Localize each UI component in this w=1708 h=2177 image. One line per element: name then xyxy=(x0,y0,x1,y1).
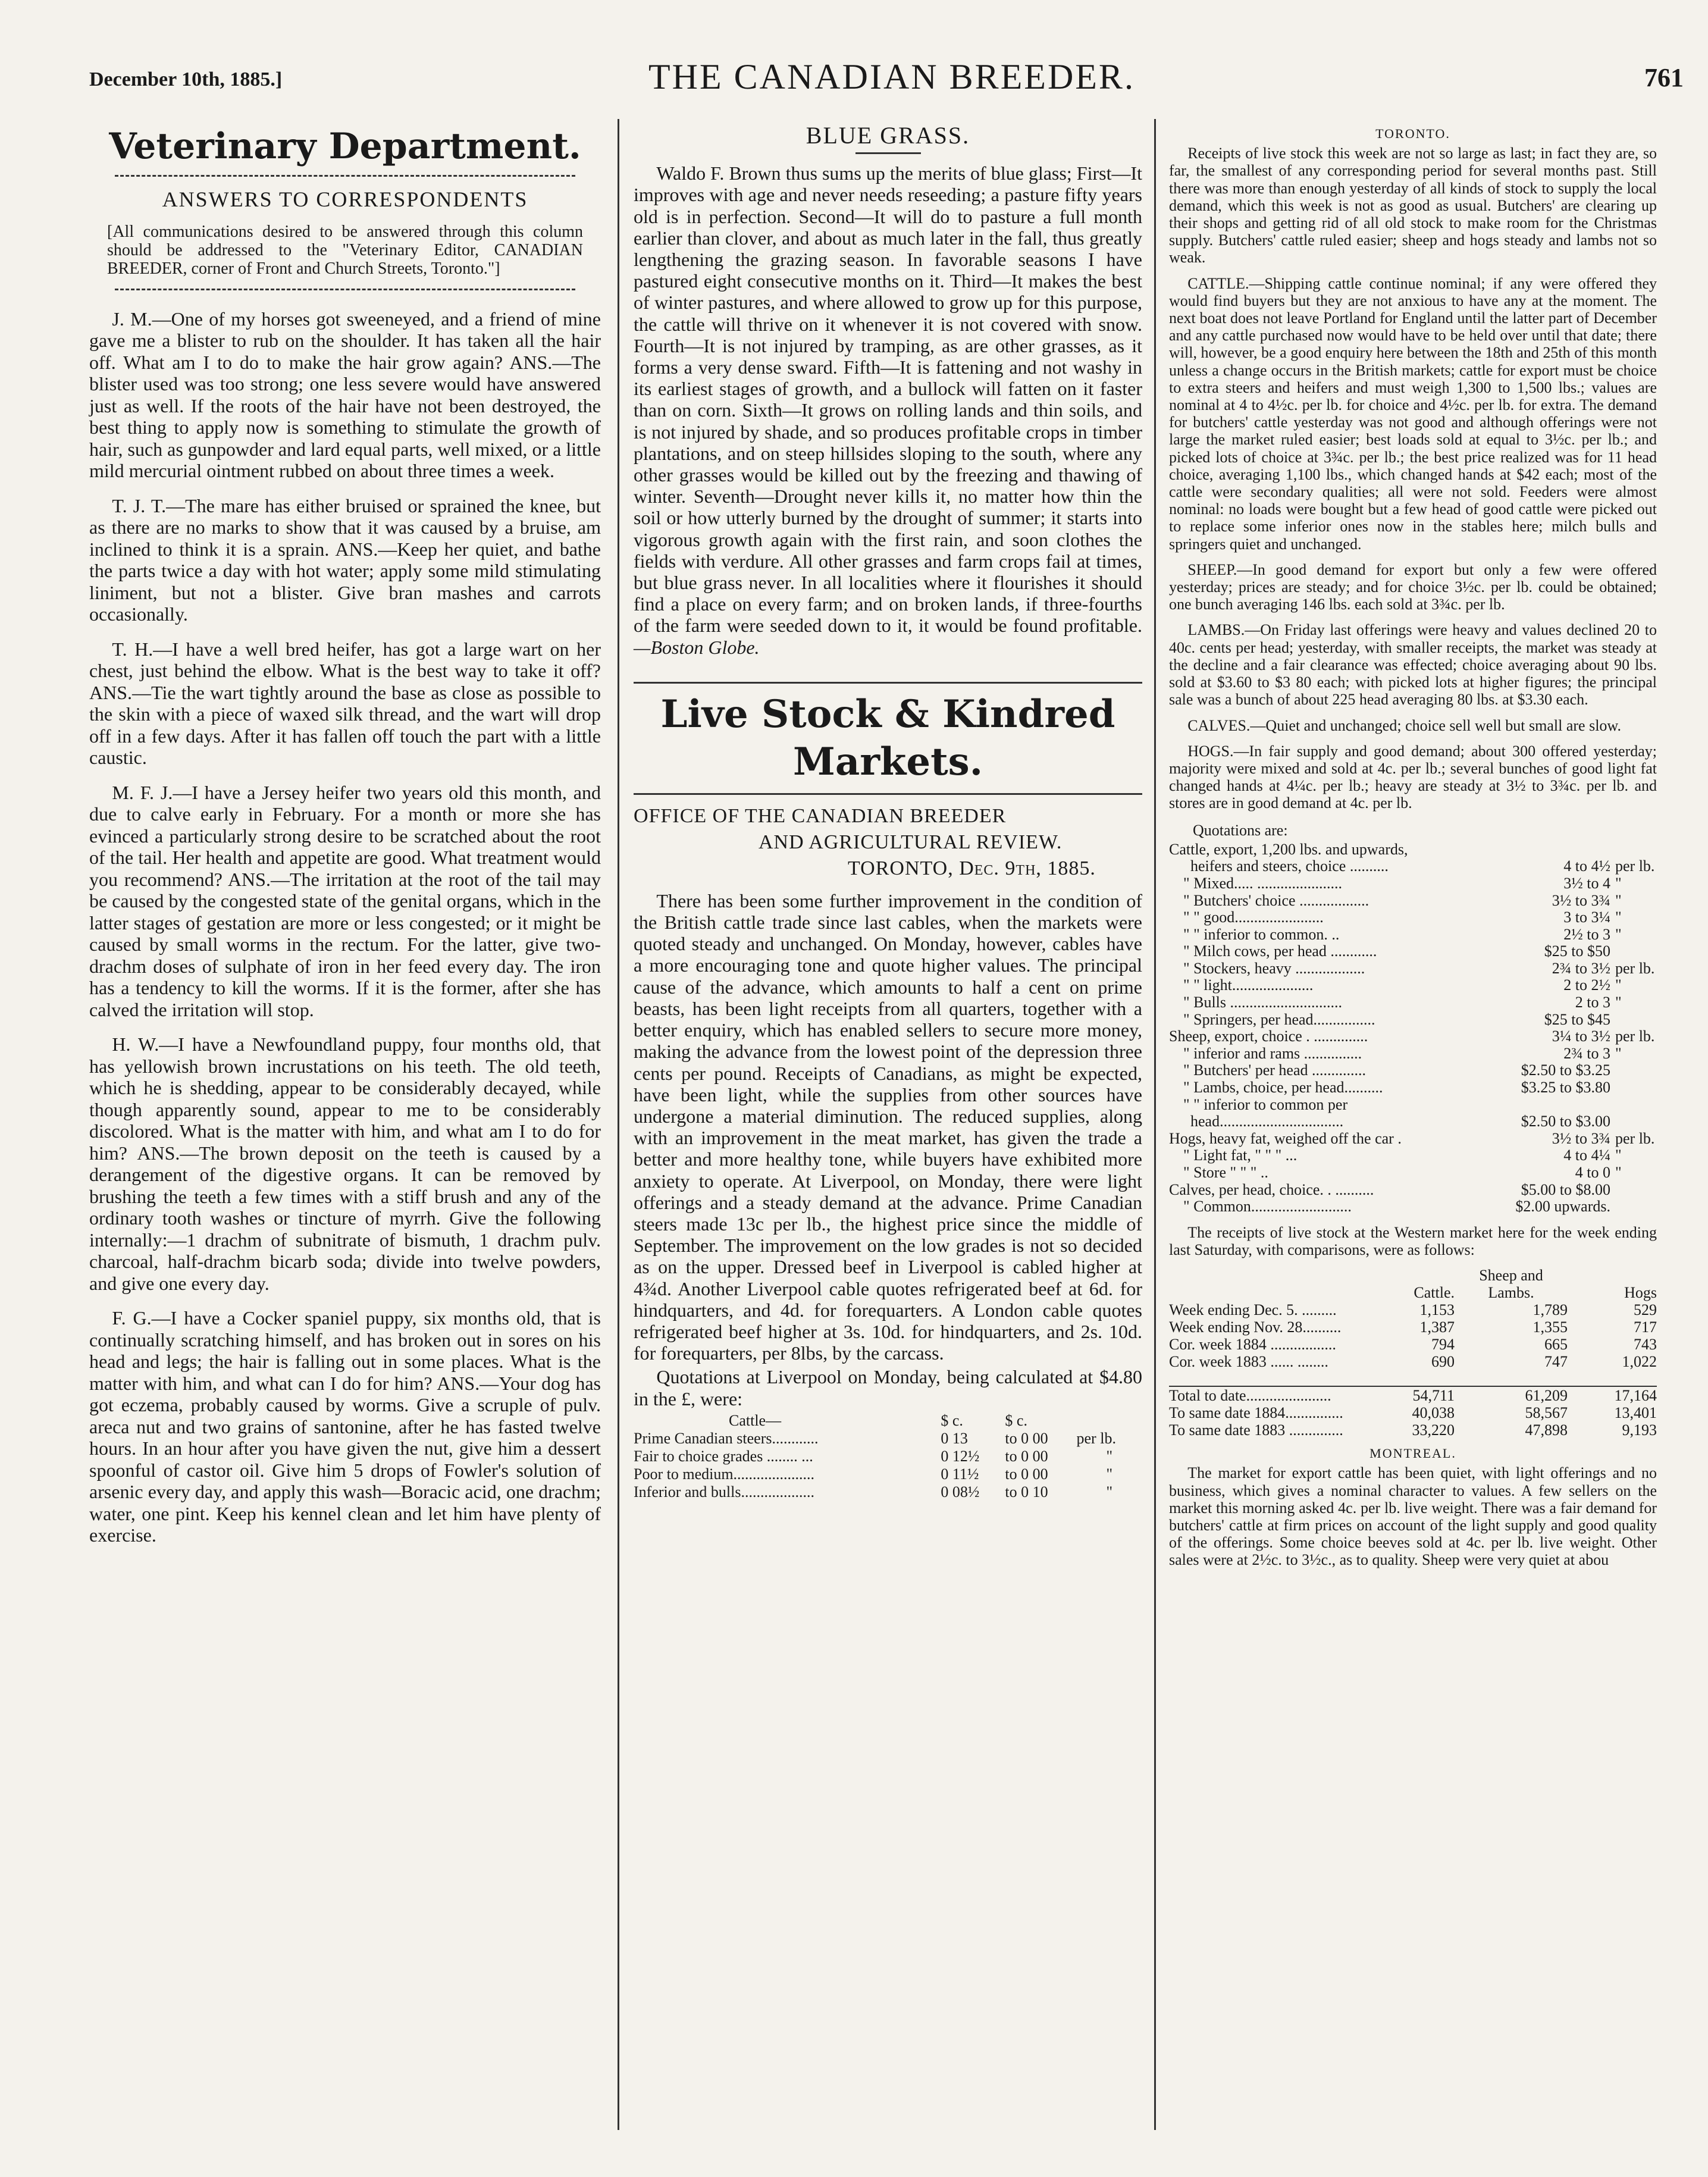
divider xyxy=(115,175,575,177)
table-row: Poor to medium..................... 0 11½ to 0 00 " xyxy=(634,1465,1113,1483)
answers-heading: ANSWERS TO CORRESPONDENTS xyxy=(162,187,528,211)
montreal-report: The market for export cattle has been quiet, with light offerings and no business, which gives a nominal character to values. A few sellers on the market this morning asked 4c. per lb. live weight. There was a fair demand for butchers' cattle at firm prices on account of the light supply and good quality of the offerings. Some choice beeves sold at 4c. per lb. live weight. Other sales were at 2½c. to 3½c., as to quality. Sheep were very quiet at abou xyxy=(1169,1464,1657,1569)
table-row: " Store " " " .. 4 to 0 " xyxy=(1183,1164,1622,1181)
table-header-row: Cattle. Sheep and Lambs. Hogs xyxy=(1414,1267,1657,1302)
table-row: Week ending Nov. 28.......... 1,387 1,355 717 xyxy=(1169,1318,1657,1336)
table-row: Cor. week 1884 ................. 794 665 743 xyxy=(1169,1336,1657,1354)
table-row: " Bulls ............................. 2 to 3 " xyxy=(1183,994,1622,1011)
table-row: Sheep, export, choice . .............. 3¼ to 3½ per lb. xyxy=(1169,1028,1655,1045)
table-row: " " inferior to common. .. 2½ to 3 " xyxy=(1183,925,1622,943)
newspaper-title: THE CANADIAN BREEDER. xyxy=(648,57,1135,96)
toronto-quotations-table xyxy=(1169,841,1657,1216)
divider xyxy=(115,289,575,290)
table-row: Hogs, heavy fat, weighed off the car . 3½ to 3¾ per lb. xyxy=(1169,1129,1655,1147)
table-row: Inferior and bulls................... 0 08½ to 0 10 " xyxy=(634,1483,1113,1501)
middle-column xyxy=(634,122,1142,1501)
issue-date: December 10th, 1885.] xyxy=(89,68,283,90)
sheep-report: SHEEP.—In good demand for export but only a few were offered yesterday; prices are steady; and for choice 3½c. per lb. could be obtained; one bunch averaging 146 lbs. each sold at 3¾c. per lb. xyxy=(1169,560,1657,613)
cattle-report: CATTLE.—Shipping cattle continue nominal; if any were offered they would find buyers but they are not anxious to have any at the moment. The next boat does not leave Portland for England until the latter part of December and any cattle purchased now would have to be held over until that date; there will, however, be a good enquiry here between the 18th and 25th of this month unless a change occurs in the British markets; cattle for export must be choice to extra steers and heifers and must weigh 1,300 to 1,500 lbs.; values are nominal at 4 to 4½c. per lb. for choice and 4½c. per lb. for extra. The demand for butchers' cattle yesterday was not good and although offerings were not large the market ruled easier; best loads sold at equal to 3½c. per lb.; and picked lots of choice at 3¾c. per lb.; the best price realized was for 11 head choice, averaging 1,100 lbs., which changed hands at $42 each; most of the cattle were secondary qualities; all were not sold. Feeders were almost nominal: no loads were bought but a few head of good cattle were picked out to replace some inferior ones now in the stables here; milch bulls and springers quiet and unchanged. xyxy=(1169,274,1657,553)
column-divider-right xyxy=(1154,119,1156,2130)
page-number: 761 xyxy=(1644,63,1684,92)
table-row: Prime Canadian steers............ 0 13 to 0 00 per lb. xyxy=(634,1429,1116,1447)
veterinary-column xyxy=(89,125,601,1559)
table-row: " " good....................... 3 to 3¼ " xyxy=(1183,909,1622,926)
masthead xyxy=(89,57,1684,104)
answer-item: H. W.—I have a Newfoundland puppy, four months old, that has yellowish brown incrustations on his teeth. The old teeth, which he is shedding, appear to be considerably decayed, while though apparently sound, appear to me to be considerably discolored. What is the matter with him, and what am I to do for him? ANS.—The brown deposit on the teeth is caused by a derangement of the digestive organs. It can be removed by brushing the teeth a few times with a stiff brush and any of the ordinary tooth washes or tincture of myrrh. Give the following internally:—1 drachm of subnitrate of bismuth, 1 drachm pulv. charcoal, half-drachm bicarb soda; divide into twelve powders, and give one every day. xyxy=(89,1033,601,1294)
table-row: " " light..................... 2 to 2½ " xyxy=(1183,976,1622,994)
office-line-2: AND AGRICULTURAL REVIEW. xyxy=(759,831,1063,853)
table-row: Week ending Dec. 5. ......... 1,153 1,789 529 xyxy=(1169,1301,1657,1319)
table-row: " Stockers, heavy .................. 2¾ to 3½ per lb. xyxy=(1183,959,1655,977)
table-row: " " inferior to common per xyxy=(1183,1096,1348,1113)
answer-item: T. J. T.—The mare has either bruised or sprained the knee, but as there are no marks to show that it was caused by a bruise, am inclined to think it is a sprain. ANS.—Keep her quiet, and bathe the parts twice a day with hot water; apply some mild stimulating liniment, but not a blister. Give bran mashes and carrots occasionally. xyxy=(89,494,601,625)
table-row: Cattle, export, 1,200 lbs. and upwards, xyxy=(1169,841,1408,858)
office-line-1: OFFICE OF THE CANADIAN BREEDER xyxy=(634,804,1007,827)
answer-item: M. F. J.—I have a Jersey heifer two years old this month, and due to calve early in February. For a month or more she has evinced a particularly strong desire to be scratched about the root of the tail. Her health and appetite are good. What treatment would you recommend? ANS.—The irritation at the root of the tail may be caused by the congested state of the genital organs, which in the latter stages of gestation are more or less congested; or it might be caused by small worms in the rectum. For the latter, give two-drachm doses of sulphate of iron in her feed every day. The iron has a tendency to kill the worms. If it is the former, after she has calved the irritation will stop. xyxy=(89,781,601,1020)
table-row: " Common.......................... $2.00 upwards. xyxy=(1183,1198,1610,1216)
section-heading-markets: Live Stock & Kindred Markets. xyxy=(660,691,1115,784)
office-dateline xyxy=(634,803,1142,882)
section-heading-veterinary: Veterinary Department. xyxy=(109,126,581,167)
blue-grass-article: Waldo F. Brown thus sums up the merits of blue glass; First—It improves with age and never needs reseeding; a pasture fifty years old is in perfection. Second—It will do to pasture a full month earlier than clover, and about as much later in the fall, thus greatly lengthening the grazing season. In favorable seasons I have pastured eight consecutive months on it. Third—It makes the best of winter pastures, and where allowed to grow up for this purpose, the cattle will thrive on it whenever it is not covered with snow. Fourth—It is not injured by tramping, as are other grasses, as it forms a very dense sward. Fifth—It is fattening and not washy in its earliest stages of growth, and a bullock will fatten on it faster than on corn. Sixth—It grows on rolling lands and thin soils, and is not injured by shade, and so produces profitable crops in timber plantations, and on steep hillsides sloping to the south, where any other grasses would be killed out by the freezing and thawing of winter. Seventh—Drought never kills it, no matter how thin the soil or how utterly burned by the drought of summer; it starts into vigorous growth again with the first rain, and soon clothes the fields with verdure. All other grasses and farm crops fail at times, but blue grass never. In all localities where it flourishes it should find a place on every farm; and on broken lands, if three-fourths of the farm were seeded down to it, it would be found profitable. xyxy=(634,162,1142,637)
toronto-heading: TORONTO. xyxy=(1375,126,1450,141)
dateline: TORONTO, Dec. 9th, 1885. xyxy=(848,857,1096,879)
blue-grass-heading: BLUE GRASS. xyxy=(806,122,970,149)
editor-note: [All communications desired to be answered through this column should be addressed to the "Veterinary Editor, CANADIAN BREEDER, corner of Front and Church Streets, Toronto."] xyxy=(107,222,583,278)
table-header-row: Cattle— $ c. $ c. xyxy=(729,1411,1027,1429)
answer-item: T. H.—I have a well bred heifer, has got a large wart on her chest, just behind the elbow. What is the best way to take it off? ANS.—Tie the wart tightly around the base as close as possible to the skin with a piece of waxed silk thread, and the wart will drop off in a few days. After it has fallen off touch the part with a little caustic. xyxy=(89,638,601,768)
table-row: head................................ $2.50 to $3.00 xyxy=(1190,1113,1610,1130)
markets-column xyxy=(1169,125,1657,1577)
answer-item: F. G.—I have a Cocker spaniel puppy, six months old, that is continually scratching himself, and has broken out in sores on his head and legs; the hair is falling out in some places. What is the matter with him, and what can I do for him? ANS.—Your dog has got eczema, probably caused by worms. Give a scruple of pulv. areca nut and two grains of santonine, after he has fasted twelve hours. In an hour after you have given the nut, give him a dessert spoonful of castor oil. Give him 5 drops of Fowler's solution of arsenic every day, and apply this wash—Boracic acid, one drachm; water, one pint. Keep his kennel clean and let him have plenty of exercise. xyxy=(89,1307,601,1546)
table-row: Fair to choice grades ........ ... 0 12½ to 0 00 " xyxy=(634,1447,1113,1465)
receipts-intro: The receipts of live stock at the Western market here for the week ending last Saturday, with comparisons, were as follows: xyxy=(1169,1223,1657,1258)
table-row: " Milch cows, per head ............ $25 to $50 xyxy=(1183,942,1610,960)
table-row: " Lambs, choice, per head.......... $3.25 to $3.80 xyxy=(1183,1079,1610,1097)
table-row: " Light fat, " " " ... 4 to 4¼ " xyxy=(1183,1147,1622,1164)
table-row: Total to date...................... 54,711 61,209 17,164 xyxy=(1169,1387,1657,1405)
table-row: To same date 1884............... 40,038 58,567 13,401 xyxy=(1169,1404,1657,1422)
answer-item: J. M.—One of my horses got sweeneyed, and a friend of mine gave me a blister to rub on the shoulder. It has taken all the hair off. What am I to do to make the hair grow again? ANS.—The blister used was too strong; one less severe would have answered just as well. If the roots of the hair have not been destroyed, the best thing to apply now is something to stimulate the growth of hair, such as gunpowder and lard equal parts, well mixed, or a little mild mercurial ointment rubbed on about three times a week. xyxy=(89,308,601,481)
table-row: " Butchers' choice .................. 3½ to 3¾ " xyxy=(1183,891,1622,909)
liverpool-quotations-table xyxy=(634,1412,1142,1501)
table-row: " inferior and rams ............... 2¾ to 3 " xyxy=(1183,1044,1622,1062)
article-source: —Boston Globe. xyxy=(634,636,760,658)
divider xyxy=(855,152,921,154)
receipts-table xyxy=(1169,1267,1657,1439)
divider xyxy=(634,682,1142,684)
table-row: " Mixed..... ...................... 3½ to 4 " xyxy=(1183,874,1622,892)
markets-article: There has been some further improvement in the condition of the British cattle trade since last cables, when the markets were quoted steady and unchanged. On Monday, however, cables have a more encouraging tone and quote higher values. The principal cause of the advance, which amounts to half a cent on prime beasts, has been light receipts from all quarters, together with a better enquiry, which has enabled sellers to secure more money, making the advance from the lowest point of the depression three cents per pound. Receipts of Canadians, as might be expected, have been light, while the supplies from other sources have undergone a material diminution. The reduced supplies, along with an improvement in the meat market, has given the trade a better and more healthy tone, while buyers have exhibited more anxiety to operate. At Liverpool, on Monday, there were light offerings and a steady demand at the advance. Prime Canadian steers made 13c per lb., the highest price since the middle of September. The improvement on the low grades is not so decided as on the upper. Dressed beef in Liverpool is cabled higher at 4¾d. Another Liverpool cable quotes refrigerated beef at 6d. for hindquarters, and 4d. for forequarters. A London cable quotes refrigerated beef higher at 3s. 10d. for hindquarters, and 2s. 10d. for forequarters, per 8lbs, by the carcass. xyxy=(634,889,1142,1364)
quotations-label: Quotations are: xyxy=(1193,821,1288,839)
lambs-report: LAMBS.—On Friday last offerings were heavy and values declined 20 to 40c. cents per head; yesterday, with smaller receipts, the market was steady at the decline and a fair clearance was effected; choice averaging about 90 lbs. sold at $3.60 to $3 80 each; with picked lots at higher figures; the principal sale was a bunch of about 225 head averaging 80 lbs. at $3.30 each. xyxy=(1169,621,1657,709)
quotations-intro: Quotations at Liverpool on Monday, being calculated at $4.80 in the £, were: xyxy=(634,1366,1142,1409)
table-row: " Butchers' per head .............. $2.50 to $3.25 xyxy=(1183,1061,1610,1079)
table-row: " Springers, per head................ $25 to $45 xyxy=(1183,1010,1610,1028)
montreal-heading: MONTREAL. xyxy=(1369,1446,1456,1461)
table-row: To same date 1883 .............. 33,220 47,898 9,193 xyxy=(1169,1421,1657,1439)
toronto-summary: Receipts of live stock this week are not so large as last; in fact they are, so far, the smallest of any corresponding period for several months past. Still there was more than enough yesterday of all kinds of stock to supply the local demand, which this week is not as good as usual. Butchers' are clearing up their shops and getting rid of all old stock to make room for the Christmas supply. Butchers' cattle ruled easier; sheep and hogs steady and lambs not so weak. xyxy=(1169,145,1657,267)
table-row: Cor. week 1883 ...... ........ 690 747 1,022 xyxy=(1169,1353,1657,1371)
table-row: heifers and steers, choice .......... 4 to 4½ per lb. xyxy=(1190,857,1655,875)
divider xyxy=(634,793,1142,795)
column-divider-left xyxy=(618,119,619,2130)
table-row: Calves, per head, choice. . .......... $5.00 to $8.00 xyxy=(1169,1180,1610,1198)
hogs-report: HOGS.—In fair supply and good demand; about 300 offered yesterday; majority were mixed and sold at 4c. per lb.; several bunches of good light fat changed hands at 4¼c. per lb.; heavy are steady at 3½ to 3¾c. per lb. and stores are in good demand at 4c. per lb. xyxy=(1169,742,1657,812)
calves-report: CALVES.—Quiet and unchanged; choice sell well but small are slow. xyxy=(1187,716,1621,734)
